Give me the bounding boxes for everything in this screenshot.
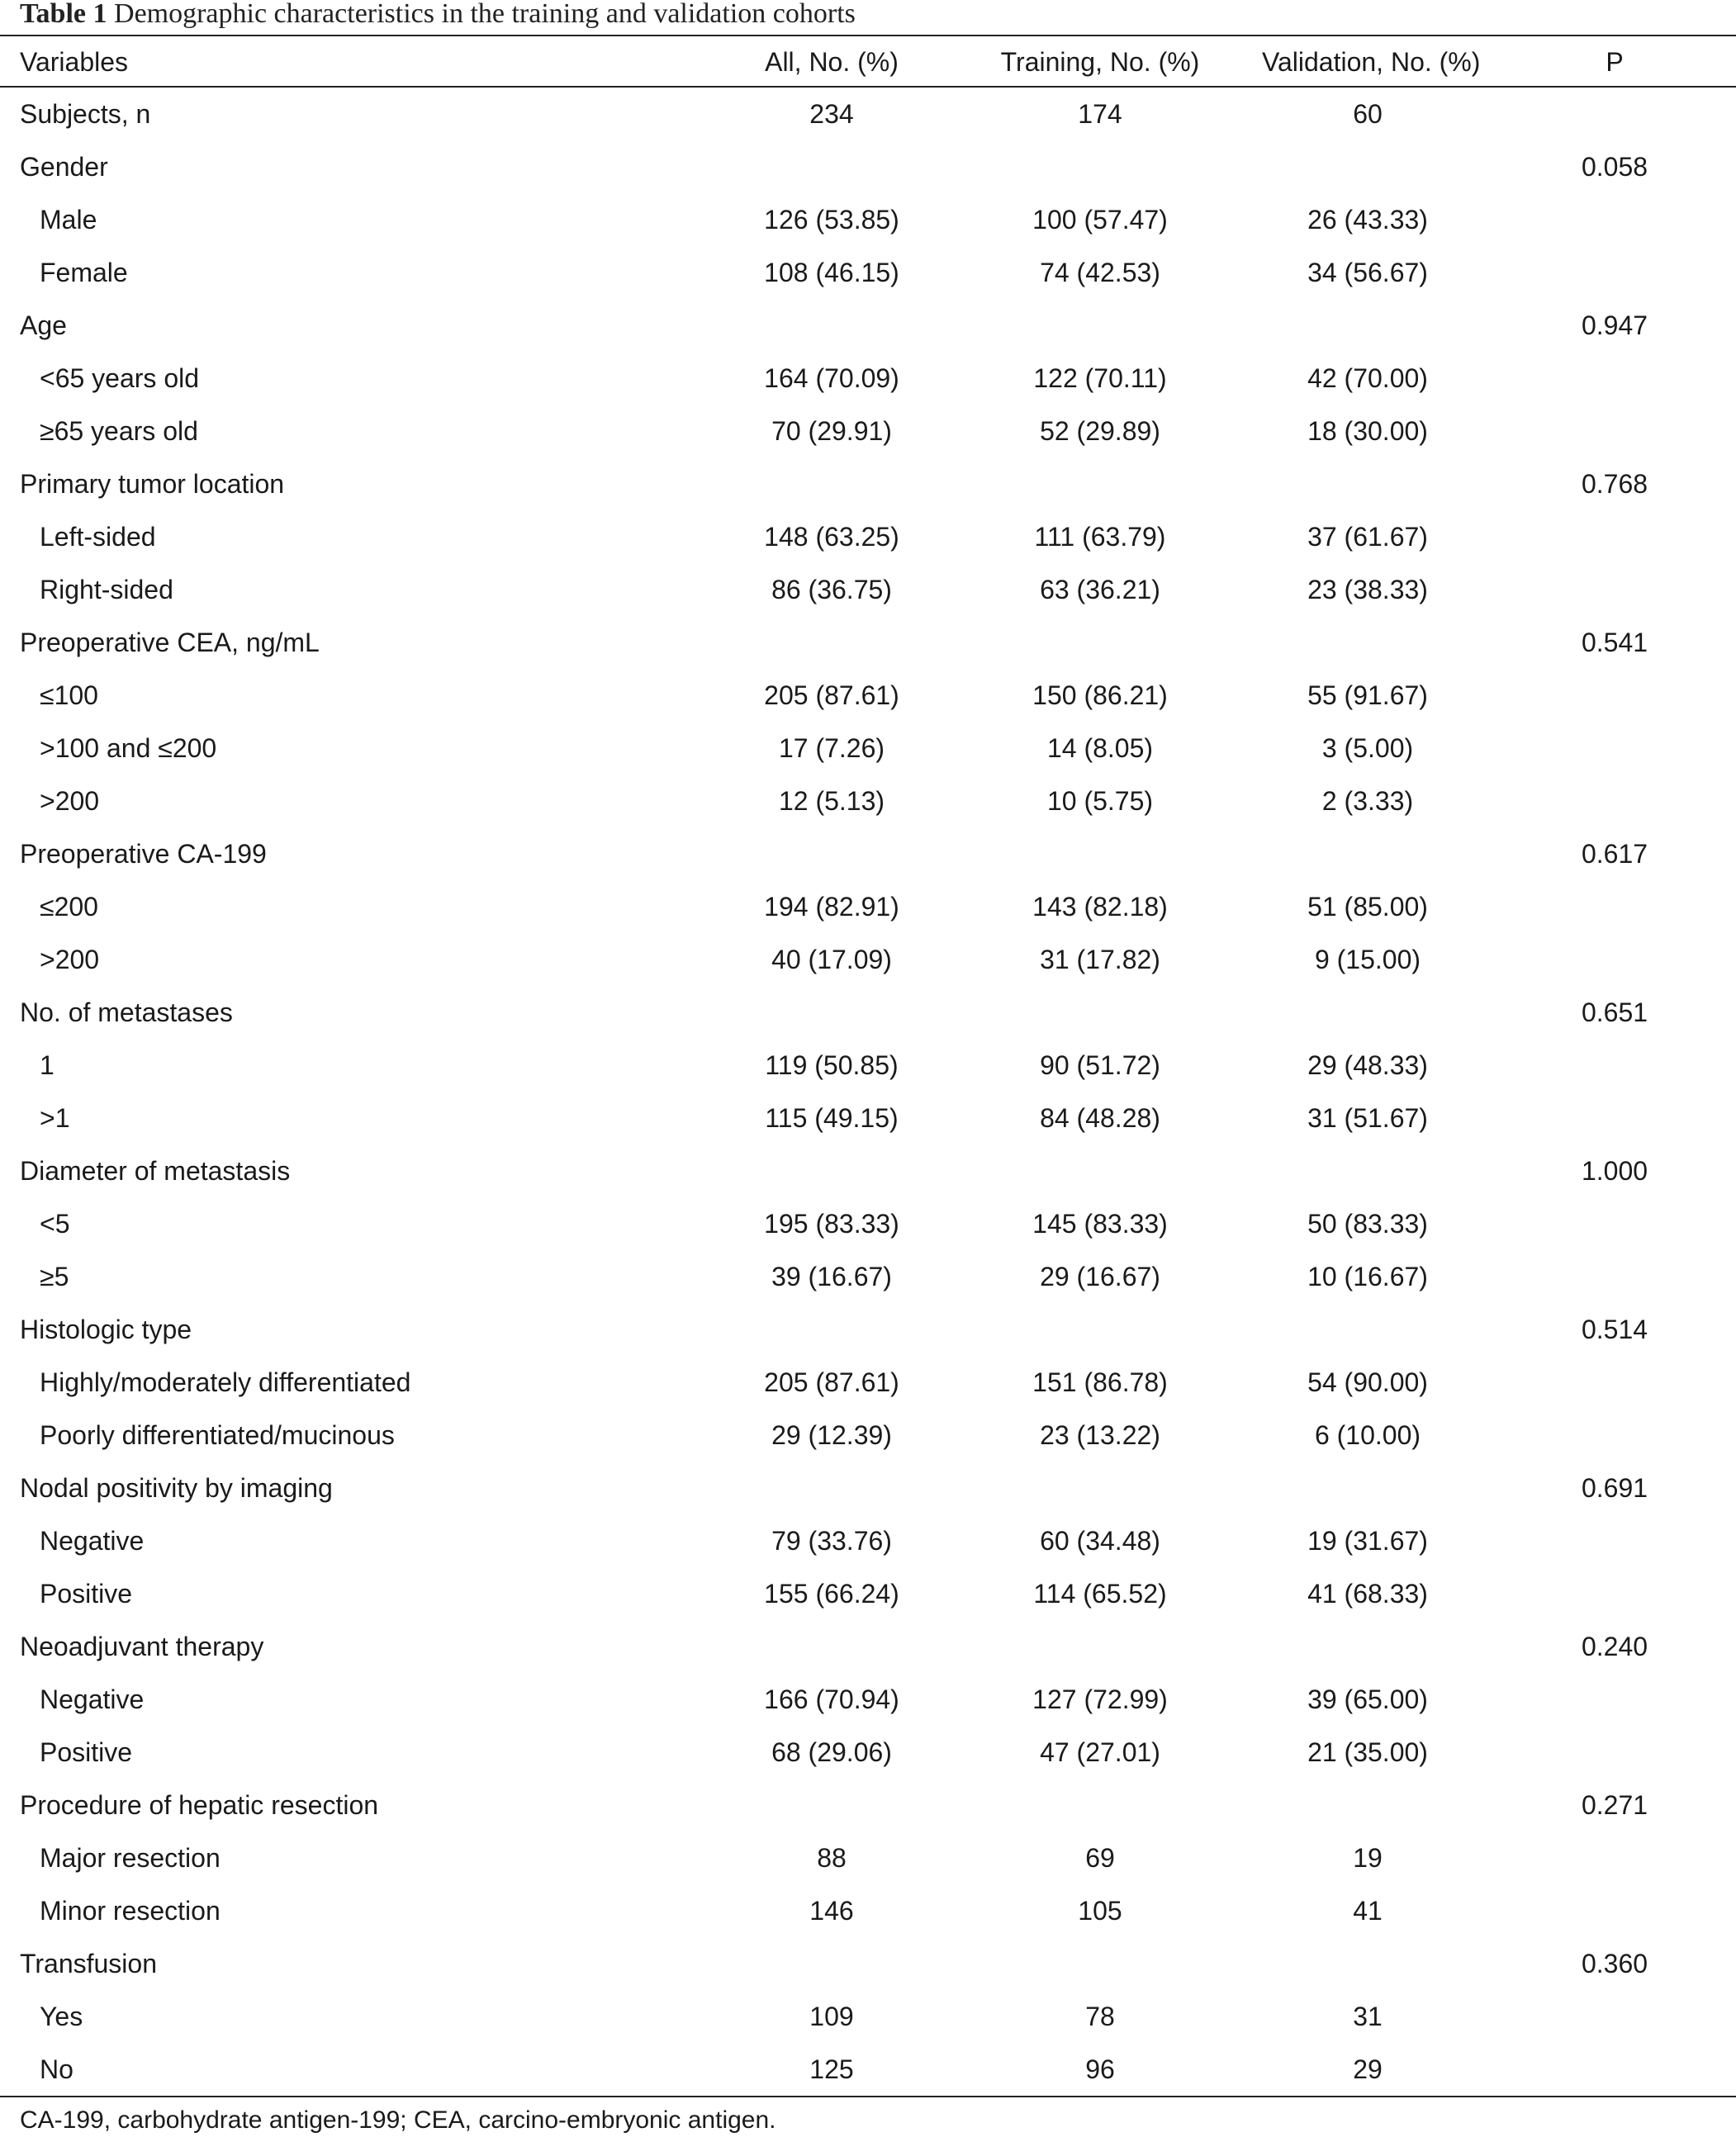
table-row <box>0 352 1736 405</box>
cell-training <box>938 1303 1262 1356</box>
header-validation: Validation, No. (%) <box>1262 46 1481 77</box>
header-training: Training, No. (%) <box>1000 46 1200 77</box>
table-row <box>0 1779 1736 1831</box>
cell-validation: 54 (90.00) <box>1307 1367 1428 1397</box>
cell-validation: 18 (30.00) <box>1307 415 1428 446</box>
table-row <box>0 1462 1736 1514</box>
table-row <box>0 2043 1736 2096</box>
cell-p <box>1473 1990 1736 2043</box>
table-row <box>0 669 1736 722</box>
cell-validation <box>1262 1620 1473 1673</box>
cell-training <box>938 827 1262 880</box>
cell-p <box>1473 352 1736 405</box>
cell-validation <box>1262 1937 1473 1990</box>
cell-variable: ≥65 years old <box>40 415 198 446</box>
cell-all: 79 (33.76) <box>771 1525 892 1556</box>
cell-training: 10 (5.75) <box>1046 785 1154 816</box>
cell-p <box>1473 1514 1736 1567</box>
cell-variable: >200 <box>40 785 100 816</box>
cell-all: 205 (87.61) <box>764 1367 899 1397</box>
cell-p: 0.691 <box>1581 1472 1648 1503</box>
table-row <box>0 933 1736 986</box>
cell-p <box>1473 2043 1736 2096</box>
table-row <box>0 1990 1736 2043</box>
cell-p <box>1473 669 1736 722</box>
cell-p <box>1473 722 1736 775</box>
cell-training <box>938 299 1262 352</box>
table-row <box>0 616 1736 669</box>
cell-validation: 50 (83.33) <box>1307 1208 1428 1239</box>
cell-training: 145 (83.33) <box>1032 1208 1168 1239</box>
cell-p <box>1473 1356 1736 1409</box>
cell-all: 164 (70.09) <box>764 362 899 393</box>
cell-training: 74 (42.53) <box>1040 257 1160 287</box>
cell-variable: Gender <box>20 151 108 182</box>
cell-training: 111 (63.79) <box>1034 521 1166 552</box>
table-row <box>0 1673 1736 1726</box>
cell-p <box>1473 563 1736 616</box>
cell-p <box>1473 933 1736 986</box>
table-row <box>0 1937 1736 1990</box>
cell-variable: Minor resection <box>40 1895 221 1926</box>
table-row <box>0 1039 1736 1092</box>
cell-validation: 2 (3.33) <box>1321 785 1414 816</box>
cell-p <box>1473 880 1736 933</box>
cell-variable: No <box>40 2054 74 2084</box>
cell-p <box>1473 775 1736 827</box>
table-row <box>0 1356 1736 1409</box>
cell-variable: Poorly differentiated/mucinous <box>40 1419 395 1450</box>
cell-p: 0.541 <box>1581 627 1648 657</box>
cell-validation: 29 <box>1353 2054 1383 2084</box>
cell-validation: 21 (35.00) <box>1307 1737 1428 1767</box>
cell-variable: Male <box>40 204 97 235</box>
cell-all: 195 (83.33) <box>764 1208 899 1239</box>
cell-p <box>1473 1831 1736 1884</box>
cell-training <box>938 1937 1262 1990</box>
table-caption-label: Table 1 <box>20 0 107 29</box>
cell-all <box>725 1779 938 1831</box>
cell-p: 1.000 <box>1581 1155 1648 1186</box>
cell-p: 0.240 <box>1581 1631 1648 1661</box>
table-row <box>0 827 1736 880</box>
cell-training: 143 (82.18) <box>1032 891 1168 922</box>
cell-variable: Positive <box>40 1578 133 1609</box>
cell-training: 127 (72.99) <box>1032 1684 1168 1714</box>
cell-p <box>1473 1409 1736 1462</box>
cell-p <box>1473 246 1736 299</box>
cell-all: 146 <box>809 1895 854 1926</box>
cell-validation: 10 (16.67) <box>1307 1261 1428 1291</box>
cell-training: 114 (65.52) <box>1033 1578 1167 1609</box>
cell-p: 0.617 <box>1581 838 1648 869</box>
cell-all <box>725 1144 938 1197</box>
cell-all <box>725 827 938 880</box>
cell-training: 23 (13.22) <box>1040 1419 1160 1450</box>
cell-all <box>725 1937 938 1990</box>
cell-training: 29 (16.67) <box>1040 1261 1160 1291</box>
cell-variable: >100 and ≤200 <box>40 732 217 763</box>
cell-variable: Negative <box>40 1684 145 1714</box>
cell-validation <box>1262 299 1473 352</box>
cell-validation <box>1262 140 1473 193</box>
cell-variable: Nodal positivity by imaging <box>20 1472 333 1503</box>
cell-variable: Primary tumor location <box>20 468 285 499</box>
cell-training <box>938 140 1262 193</box>
cell-all <box>725 299 938 352</box>
cell-variable: Yes <box>40 2001 83 2031</box>
cell-training: 60 (34.48) <box>1040 1525 1160 1556</box>
table-row <box>0 986 1736 1039</box>
cell-all: 234 <box>809 98 854 129</box>
cell-variable: Neoadjuvant therapy <box>20 1631 264 1661</box>
cell-training: 100 (57.47) <box>1032 204 1168 235</box>
cell-variable: Preoperative CEA, ng/mL <box>20 627 320 657</box>
table-row <box>0 1197 1736 1250</box>
cell-variable: Histologic type <box>20 1314 192 1344</box>
cell-p <box>1473 1726 1736 1779</box>
cell-validation <box>1262 1303 1473 1356</box>
cell-variable: Female <box>40 257 128 287</box>
cell-validation <box>1262 457 1473 510</box>
table-row <box>0 1514 1736 1567</box>
cell-validation: 9 (15.00) <box>1314 944 1421 974</box>
table-row <box>0 722 1736 775</box>
cell-all: 125 <box>809 2054 854 2084</box>
cell-all: 70 (29.91) <box>771 415 892 446</box>
cell-p <box>1473 193 1736 246</box>
cell-training <box>938 1462 1262 1514</box>
table-row <box>0 563 1736 616</box>
cell-training: 96 <box>1085 2054 1115 2084</box>
cell-training: 69 <box>1085 1842 1115 1873</box>
cell-training: 122 (70.11) <box>1033 362 1167 393</box>
cell-training <box>938 616 1262 669</box>
cell-validation <box>1262 1144 1473 1197</box>
cell-all: 88 <box>817 1842 847 1873</box>
cell-all: 29 (12.39) <box>771 1419 892 1450</box>
cell-validation: 41 <box>1353 1895 1383 1926</box>
cell-variable: ≥5 <box>40 1261 69 1291</box>
header-all: All, No. (%) <box>765 46 899 77</box>
cell-all <box>725 140 938 193</box>
table-row <box>0 1303 1736 1356</box>
cell-all: 194 (82.91) <box>764 891 899 922</box>
cell-all <box>725 1620 938 1673</box>
cell-p <box>1473 405 1736 457</box>
cell-p <box>1473 510 1736 563</box>
table-row <box>0 1250 1736 1303</box>
cell-p <box>1473 1197 1736 1250</box>
cell-all: 17 (7.26) <box>778 732 885 763</box>
cell-variable: Major resection <box>40 1842 221 1873</box>
cell-variable: Age <box>20 310 67 340</box>
table-caption <box>20 0 856 31</box>
cell-training: 105 <box>1078 1895 1122 1926</box>
cell-training: 174 <box>1078 98 1122 129</box>
cell-all: 115 (49.15) <box>765 1102 899 1133</box>
table-row <box>0 193 1736 246</box>
cell-p <box>1473 1884 1736 1937</box>
cell-all <box>725 1303 938 1356</box>
cell-all: 148 (63.25) <box>764 521 899 552</box>
table-row <box>0 88 1736 140</box>
cell-variable: ≤100 <box>40 680 98 710</box>
cell-variable: Right-sided <box>40 574 173 604</box>
table-body <box>0 88 1736 2096</box>
cell-all: 166 (70.94) <box>764 1684 899 1714</box>
cell-validation: 42 (70.00) <box>1307 362 1428 393</box>
cell-training: 84 (48.28) <box>1040 1102 1160 1133</box>
cell-validation: 31 (51.67) <box>1307 1102 1428 1133</box>
cell-training: 78 <box>1085 2001 1115 2031</box>
table-row <box>0 1144 1736 1197</box>
cell-validation: 34 (56.67) <box>1307 257 1428 287</box>
cell-training: 150 (86.21) <box>1032 680 1168 710</box>
cell-all: 12 (5.13) <box>778 785 885 816</box>
cell-all: 40 (17.09) <box>771 944 892 974</box>
cell-validation <box>1262 1779 1473 1831</box>
cell-training: 47 (27.01) <box>1040 1737 1160 1767</box>
cell-training <box>938 457 1262 510</box>
cell-validation: 6 (10.00) <box>1314 1419 1421 1450</box>
cell-training <box>938 1620 1262 1673</box>
cell-validation: 26 (43.33) <box>1307 204 1428 235</box>
table-row <box>0 299 1736 352</box>
table-row <box>0 1092 1736 1144</box>
cell-all: 68 (29.06) <box>771 1737 892 1767</box>
table-row <box>0 1831 1736 1884</box>
cell-validation: 29 (48.33) <box>1307 1050 1428 1080</box>
cell-training: 52 (29.89) <box>1040 415 1160 446</box>
header-rule <box>0 86 1736 88</box>
cell-variable: >1 <box>40 1102 70 1133</box>
cell-p <box>1473 1250 1736 1303</box>
cell-all: 108 (46.15) <box>764 257 899 287</box>
cell-validation: 23 (38.33) <box>1307 574 1428 604</box>
cell-training: 151 (86.78) <box>1032 1367 1168 1397</box>
cell-validation: 41 (68.33) <box>1307 1578 1428 1609</box>
header-row <box>0 36 1736 88</box>
cell-all <box>725 616 938 669</box>
cell-p <box>1473 1673 1736 1726</box>
cell-variable: Highly/moderately differentiated <box>40 1367 411 1397</box>
cell-validation: 39 (65.00) <box>1307 1684 1428 1714</box>
cell-all: 86 (36.75) <box>771 574 892 604</box>
cell-p <box>1473 88 1736 140</box>
table-caption-text: Demographic characteristics in the training and validation cohorts <box>114 0 856 29</box>
cell-p: 0.651 <box>1581 997 1648 1027</box>
cell-variable: Preoperative CA-199 <box>20 838 267 869</box>
cell-all: 155 (66.24) <box>764 1578 899 1609</box>
table-footnote: CA-199, carbohydrate antigen-199; CEA, carcino-embryonic antigen. <box>20 2106 776 2134</box>
cell-all: 39 (16.67) <box>771 1261 892 1291</box>
cell-p: 0.947 <box>1581 310 1648 340</box>
table-row <box>0 1620 1736 1673</box>
cell-all: 119 (50.85) <box>765 1050 899 1080</box>
cell-training: 14 (8.05) <box>1046 732 1154 763</box>
header-variables: Variables <box>20 46 129 77</box>
cell-validation: 37 (61.67) <box>1307 521 1428 552</box>
cell-p: 0.360 <box>1581 1948 1648 1978</box>
cell-training: 31 (17.82) <box>1040 944 1160 974</box>
cell-variable: Transfusion <box>20 1948 157 1978</box>
cell-variable: >200 <box>40 944 100 974</box>
cell-variable: ≤200 <box>40 891 98 922</box>
table-row <box>0 775 1736 827</box>
cell-variable: Positive <box>40 1737 133 1767</box>
cell-variable: 1 <box>40 1050 55 1080</box>
cell-validation <box>1262 616 1473 669</box>
cell-validation <box>1262 827 1473 880</box>
cell-variable: Left-sided <box>40 521 156 552</box>
table-row <box>0 510 1736 563</box>
cell-validation: 19 <box>1353 1842 1383 1873</box>
bottom-rule <box>0 2096 1736 2097</box>
cell-validation: 55 (91.67) <box>1307 680 1428 710</box>
cell-variable: Negative <box>40 1525 145 1556</box>
cell-validation: 31 <box>1353 2001 1383 2031</box>
table-row <box>0 1726 1736 1779</box>
cell-all: 109 <box>809 2001 854 2031</box>
cell-all <box>725 986 938 1039</box>
demographics-table <box>0 36 1736 2096</box>
cell-p <box>1473 1039 1736 1092</box>
cell-all <box>725 1462 938 1514</box>
cell-p <box>1473 1567 1736 1620</box>
table-row <box>0 405 1736 457</box>
cell-variable: <65 years old <box>40 362 200 393</box>
cell-p: 0.514 <box>1581 1314 1648 1344</box>
header-p: P <box>1606 46 1624 77</box>
cell-training: 90 (51.72) <box>1040 1050 1160 1080</box>
cell-p: 0.271 <box>1581 1789 1648 1820</box>
cell-validation: 60 <box>1353 98 1383 129</box>
cell-variable: Subjects, n <box>20 98 151 129</box>
table-row <box>0 1884 1736 1937</box>
table-row <box>0 880 1736 933</box>
cell-validation: 19 (31.67) <box>1307 1525 1428 1556</box>
cell-variable: No. of metastases <box>20 997 233 1027</box>
cell-variable: Procedure of hepatic resection <box>20 1789 379 1820</box>
table-row <box>0 140 1736 193</box>
cell-validation: 51 (85.00) <box>1307 891 1428 922</box>
cell-p <box>1473 1092 1736 1144</box>
cell-variable: <5 <box>40 1208 70 1239</box>
cell-all <box>725 457 938 510</box>
table-row <box>0 246 1736 299</box>
cell-all: 126 (53.85) <box>764 204 899 235</box>
cell-training <box>938 1144 1262 1197</box>
cell-all: 205 (87.61) <box>764 680 899 710</box>
cell-variable: Diameter of metastasis <box>20 1155 291 1186</box>
cell-training <box>938 1779 1262 1831</box>
table-row <box>0 1409 1736 1462</box>
cell-training <box>938 986 1262 1039</box>
cell-validation: 3 (5.00) <box>1321 732 1414 763</box>
cell-training: 63 (36.21) <box>1040 574 1160 604</box>
cell-validation <box>1262 986 1473 1039</box>
cell-p: 0.768 <box>1581 468 1648 499</box>
table-row <box>0 457 1736 510</box>
table-row <box>0 1567 1736 1620</box>
cell-p: 0.058 <box>1581 151 1648 182</box>
cell-validation <box>1262 1462 1473 1514</box>
